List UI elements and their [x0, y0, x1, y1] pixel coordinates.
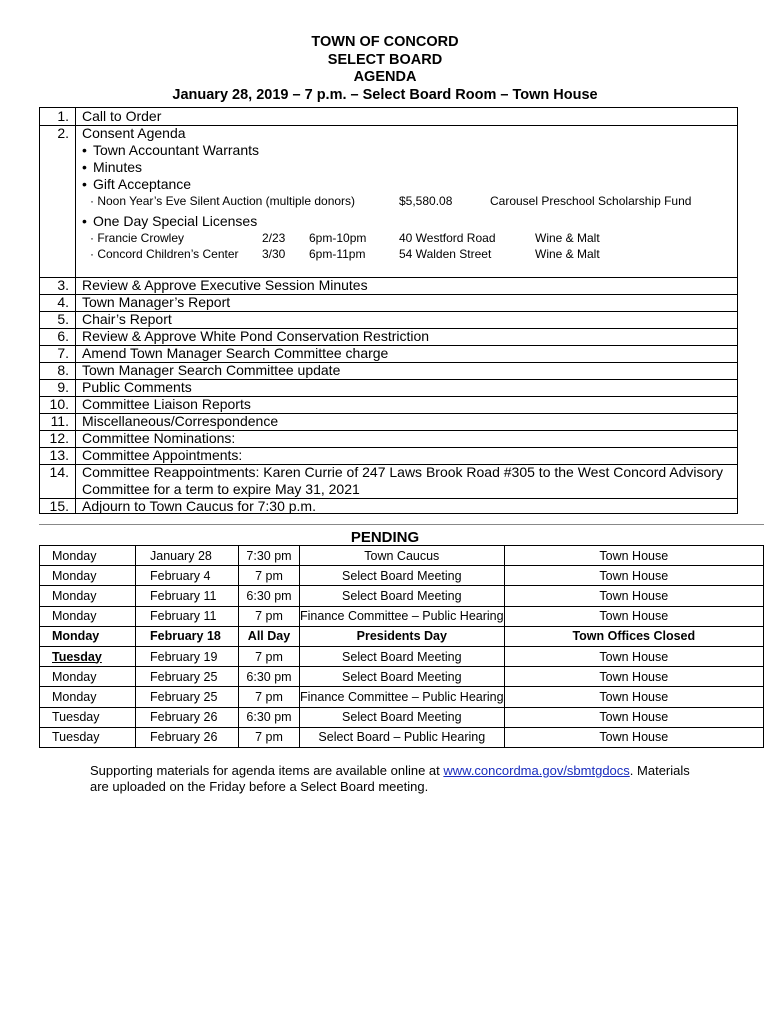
item-text: Amend Town Manager Search Committee charge — [82, 345, 389, 361]
item-text: Town Manager’s Report — [82, 294, 231, 310]
item-number: 13. — [49, 447, 69, 463]
item-text: Committee Nominations: — [82, 430, 236, 446]
license-name: · Francie Crowley — [90, 231, 185, 245]
item-text: Town Manager Search Committee update — [82, 362, 341, 378]
item-text: Committee Reappointments: Karen Currie of 247 Laws Brook Road #305 to the West Concord Advisory Committee for a term to expire May 31, 2021 — [82, 464, 723, 497]
day-cell: Monday — [40, 566, 136, 586]
time-cell: 6:30 pm — [239, 586, 300, 606]
day-cell: Tuesday — [40, 707, 136, 727]
date-cell: February 19 — [136, 646, 239, 666]
table-row — [40, 667, 764, 687]
location-cell: Town House — [504, 606, 763, 626]
time-cell: All Day — [239, 626, 300, 646]
date-cell: February 26 — [136, 727, 239, 747]
gift-fund: Carousel Preschool Scholarship Fund — [490, 194, 692, 208]
date-cell: February 25 — [136, 667, 239, 687]
license-entry — [82, 230, 731, 246]
location-cell: Town House — [504, 707, 763, 727]
item-text: Committee Appointments: — [82, 447, 243, 463]
table-row — [40, 606, 764, 626]
event-cell: Select Board – Public Hearing — [300, 727, 505, 747]
item-number: 15. — [49, 498, 69, 514]
table-row — [40, 566, 764, 586]
date-cell: February 25 — [136, 687, 239, 707]
event-cell: Presidents Day — [300, 626, 505, 646]
license-address: 54 Walden Street — [399, 247, 492, 261]
table-row — [40, 546, 764, 566]
item-text: Call to Order — [82, 108, 162, 124]
consent-bullet: • Minutes — [82, 159, 731, 176]
location-cell: Town Offices Closed — [504, 626, 763, 646]
note-text: Supporting materials for agenda items are available online at — [90, 763, 444, 778]
location-cell: Town House — [504, 667, 763, 687]
event-cell: Select Board Meeting — [300, 566, 505, 586]
item-text: Public Comments — [82, 379, 192, 395]
consent-agenda-details — [82, 142, 731, 262]
time-cell: 7 pm — [239, 606, 300, 626]
item-number: 11. — [50, 413, 69, 429]
item-number: 12. — [49, 430, 69, 446]
day-cell — [40, 646, 136, 666]
location-cell: Town House — [504, 687, 763, 707]
meeting-date-location: January 28, 2019 – 7 p.m. – Select Board Room – Town House — [172, 86, 598, 103]
consent-bullet: • Gift Acceptance — [82, 176, 731, 193]
date-cell: February 18 — [136, 626, 239, 646]
license-address: 40 Westford Road — [399, 231, 496, 245]
item-number: 6. — [57, 328, 69, 344]
license-time: 6pm-10pm — [309, 231, 367, 245]
date-cell: February 26 — [136, 707, 239, 727]
item-number: 2. — [57, 125, 69, 141]
time-cell: 7:30 pm — [239, 546, 300, 566]
item-number: 14. — [49, 464, 69, 480]
item-text: Committee Liaison Reports — [82, 396, 251, 412]
license-name: · Concord Children’s Center — [90, 247, 239, 261]
item-number: 3. — [57, 277, 69, 293]
location-cell: Town House — [504, 566, 763, 586]
day-cell: Monday — [40, 667, 136, 687]
table-row — [40, 586, 764, 606]
document-header — [0, 34, 770, 104]
license-entry — [82, 246, 731, 262]
note-text: . Materials are uploaded on the Friday before a Select Board meeting. — [90, 763, 690, 794]
documents-link[interactable]: www.concordma.gov/sbmtgdocs — [443, 763, 630, 778]
board-name: SELECT BOARD — [327, 51, 443, 68]
item-number: 1. — [57, 108, 69, 124]
event-cell: Finance Committee – Public Hearing — [300, 606, 505, 626]
item-text: Adjourn to Town Caucus for 7:30 p.m. — [82, 498, 316, 514]
table-row — [40, 727, 764, 747]
item-text: Chair’s Report — [82, 311, 172, 327]
consent-bullet: • Town Accountant Warrants — [82, 142, 731, 159]
item-number: 7. — [57, 345, 69, 361]
date-cell: February 4 — [136, 566, 239, 586]
date-cell: February 11 — [136, 606, 239, 626]
time-cell: 7 pm — [239, 727, 300, 747]
day-cell-emphasis: Tuesday — [52, 649, 102, 664]
gift-name: · Noon Year’s Eve Silent Auction (multiple donors) — [90, 194, 356, 208]
event-cell: Finance Committee – Public Hearing — [300, 687, 505, 707]
item-number: 5. — [57, 311, 69, 327]
day-cell: Tuesday — [40, 727, 136, 747]
license-type: Wine & Malt — [535, 247, 600, 261]
pending-title: PENDING — [350, 529, 420, 546]
day-cell: Monday — [40, 687, 136, 707]
time-cell: 7 pm — [239, 687, 300, 707]
document-title: AGENDA — [353, 69, 417, 85]
location-cell: Town House — [504, 727, 763, 747]
item-text: Review & Approve White Pond Conservation Restriction — [82, 328, 430, 344]
location-cell: Town House — [504, 646, 763, 666]
gift-entry — [82, 193, 731, 209]
license-time: 6pm-11pm — [309, 247, 366, 261]
day-cell: Monday — [40, 546, 136, 566]
agenda-table — [39, 107, 738, 514]
item-number: 10. — [49, 396, 69, 412]
item-text: Consent Agenda — [82, 125, 186, 141]
town-name: TOWN OF CONCORD — [311, 34, 459, 50]
date-cell: January 28 — [136, 546, 239, 566]
consent-bullet: • One Day Special Licenses — [82, 213, 731, 230]
table-row — [40, 646, 764, 666]
license-date: 3/30 — [262, 247, 286, 261]
time-cell: 7 pm — [239, 566, 300, 586]
section-rule — [39, 524, 764, 525]
date-cell: February 11 — [136, 586, 239, 606]
gift-amount: $5,580.08 — [399, 194, 453, 208]
time-cell: 7 pm — [239, 646, 300, 666]
event-cell: Town Caucus — [300, 546, 505, 566]
table-row — [40, 707, 764, 727]
item-number: 9. — [57, 379, 69, 395]
table-row-holiday — [40, 626, 764, 646]
item-text: Miscellaneous/Correspondence — [82, 413, 279, 429]
time-cell: 6:30 pm — [239, 667, 300, 687]
day-cell: Monday — [40, 606, 136, 626]
item-number: 4. — [57, 294, 69, 310]
supporting-materials-note — [90, 763, 710, 795]
event-cell: Select Board Meeting — [300, 586, 505, 606]
event-cell: Select Board Meeting — [300, 646, 505, 666]
license-date: 2/23 — [262, 231, 286, 245]
table-row — [40, 687, 764, 707]
day-cell: Monday — [40, 626, 136, 646]
event-cell: Select Board Meeting — [300, 667, 505, 687]
day-cell: Monday — [40, 586, 136, 606]
pending-schedule-table — [39, 545, 764, 748]
license-type: Wine & Malt — [535, 231, 600, 245]
event-cell: Select Board Meeting — [300, 707, 505, 727]
item-text: Review & Approve Executive Session Minutes — [82, 277, 368, 293]
location-cell: Town House — [504, 586, 763, 606]
time-cell: 6:30 pm — [239, 707, 300, 727]
item-number: 8. — [57, 362, 69, 378]
location-cell: Town House — [504, 546, 763, 566]
